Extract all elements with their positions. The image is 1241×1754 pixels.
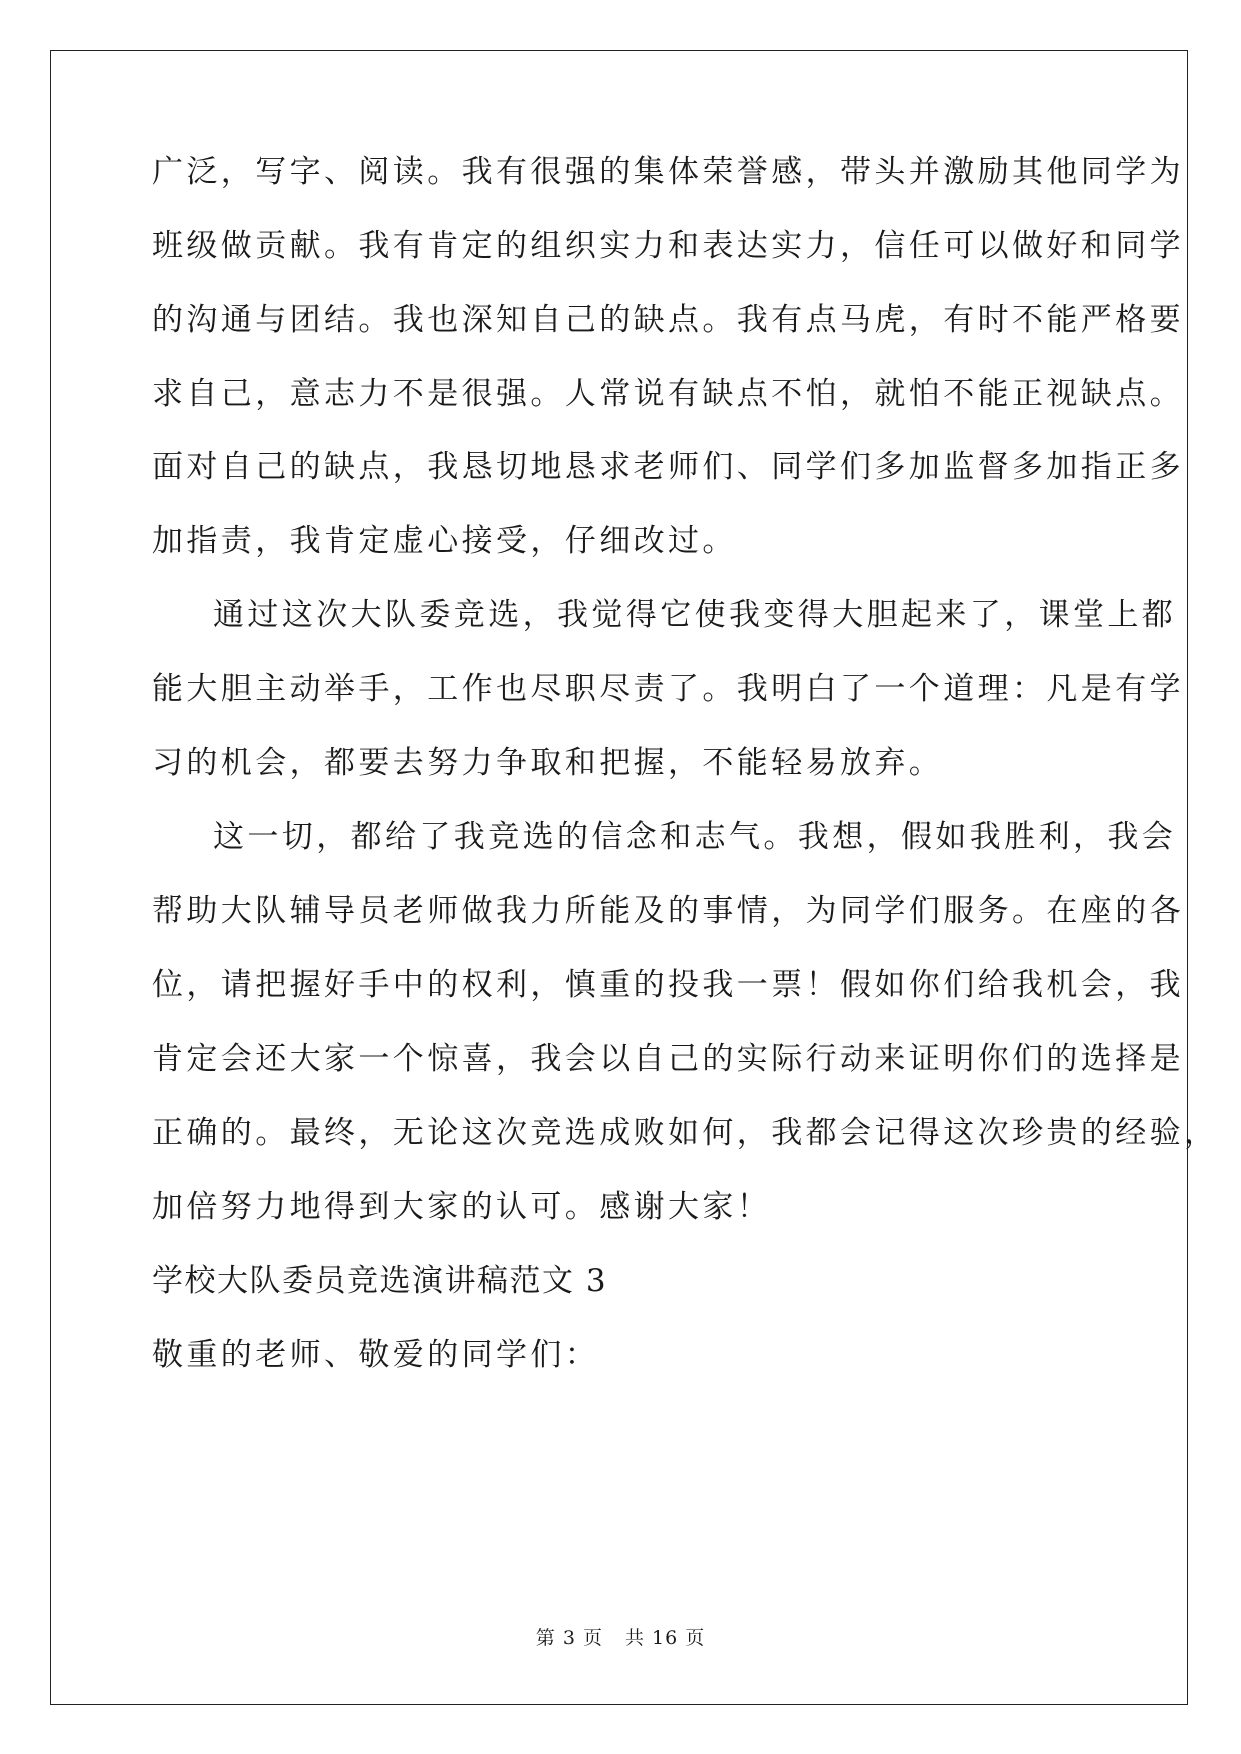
page-border xyxy=(50,50,1188,1705)
paragraph-2-line-3: 习的机会，都要去努力争取和把握，不能轻易放弃。 xyxy=(152,745,944,781)
paragraph-1-line-5: 面对自己的缺点，我恳切地恳求老师们、同学们多加监督多加指正多 xyxy=(152,449,1184,485)
paragraph-1-line-1: 广泛，写字、阅读。我有很强的集体荣誉感，带头并激励其他同学为 xyxy=(152,154,1184,190)
paragraph-3-line-1: 这一切，都给了我竞选的信念和志气。我想，假如我胜利，我会 xyxy=(213,819,1177,855)
paragraph-2-line-1: 通过这次大队委竞选，我觉得它使我变得大胆起来了，课堂上都 xyxy=(213,597,1177,633)
page-total: 共 16 页 xyxy=(624,1627,706,1649)
paragraph-2-line-2: 能大胆主动举手，工作也尽职尽责了。我明白了一个道理：凡是有学 xyxy=(152,671,1184,707)
page-footer xyxy=(0,1623,1241,1650)
section-heading: 学校大队委员竞选演讲稿范文 3 xyxy=(152,1263,608,1299)
paragraph-3-line-2: 帮助大队辅导员老师做我力所能及的事情，为同学们服务。在座的各 xyxy=(152,893,1184,929)
paragraph-1-line-4: 求自己，意志力不是很强。人常说有缺点不怕，就怕不能正视缺点。 xyxy=(152,376,1184,412)
paragraph-3-line-4: 肯定会还大家一个惊喜，我会以自己的实际行动来证明你们的选择是 xyxy=(152,1041,1184,1077)
page-number: 第 3 页 xyxy=(535,1627,603,1649)
paragraph-3-line-3: 位，请把握好手中的权利，慎重的投我一票！假如你们给我机会，我 xyxy=(152,967,1184,1003)
paragraph-1-line-6: 加指责，我肯定虚心接受，仔细改过。 xyxy=(152,523,737,559)
paragraph-1-line-3: 的沟通与团结。我也深知自己的缺点。我有点马虎，有时不能严格要 xyxy=(152,302,1184,338)
paragraph-1-line-2: 班级做贡献。我有肯定的组织实力和表达实力，信任可以做好和同学 xyxy=(152,228,1184,264)
salutation: 敬重的老师、敬爱的同学们： xyxy=(152,1337,600,1373)
paragraph-3-line-5: 正确的。最终，无论这次竞选成败如何，我都会记得这次珍贵的经验， xyxy=(152,1115,1219,1151)
paragraph-3-line-6: 加倍努力地得到大家的认可。感谢大家！ xyxy=(152,1189,772,1225)
